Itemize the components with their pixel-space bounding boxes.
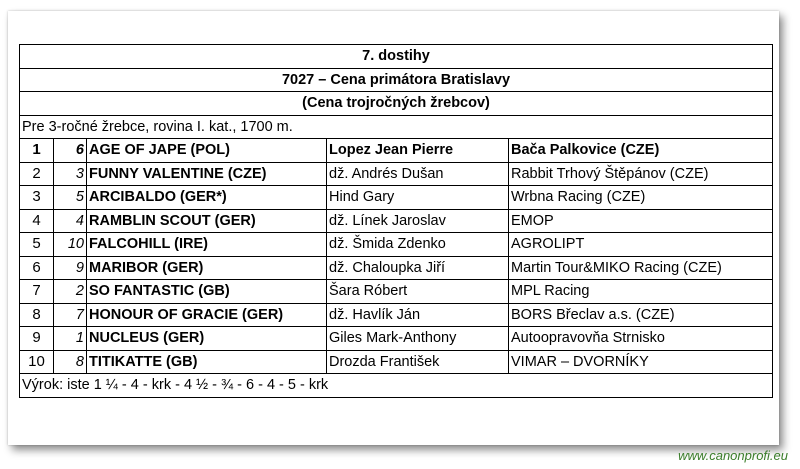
start-number: 2: [54, 280, 87, 304]
finish-position: 3: [20, 186, 54, 210]
start-number: 6: [54, 139, 87, 163]
finish-position: 4: [20, 209, 54, 233]
start-number: 7: [54, 303, 87, 327]
finish-position: 8: [20, 303, 54, 327]
jockey-name: Giles Mark-Anthony: [327, 327, 509, 351]
start-number: 3: [54, 162, 87, 186]
jockey-name: Hind Gary: [327, 186, 509, 210]
start-number: 5: [54, 186, 87, 210]
owner-name: Martin Tour&MIKO Racing (CZE): [509, 256, 773, 280]
owner-name: Bača Palkovice (CZE): [509, 139, 773, 163]
race-title-row: [20, 45, 773, 69]
race-conditions-row: [20, 115, 773, 139]
result-row: [20, 327, 773, 351]
jockey-name: dž. Andrés Dušan: [327, 162, 509, 186]
horse-name: HONOUR OF GRACIE (GER): [87, 303, 327, 327]
horse-name: NUCLEUS (GER): [87, 327, 327, 351]
result-row: [20, 280, 773, 304]
horse-name: SO FANTASTIC (GB): [87, 280, 327, 304]
owner-name: Autoopravovňa Strnisko: [509, 327, 773, 351]
owner-name: BORS Břeclav a.s. (CZE): [509, 303, 773, 327]
result-row: [20, 162, 773, 186]
owner-name: AGROLIPT: [509, 233, 773, 257]
race-results-table: [19, 44, 773, 398]
horse-name: TITIKATTE (GB): [87, 350, 327, 374]
start-number: 8: [54, 350, 87, 374]
watermark: www.canonprofi.eu: [678, 448, 788, 463]
start-number: 1: [54, 327, 87, 351]
finish-position: 1: [20, 139, 54, 163]
start-number: 4: [54, 209, 87, 233]
result-row: [20, 350, 773, 374]
horse-name: AGE OF JAPE (POL): [87, 139, 327, 163]
race-title: 7. dostihy: [20, 45, 773, 69]
race-name: 7027 – Cena primátora Bratislavy: [20, 68, 773, 92]
owner-name: VIMAR – DVORNÍKY: [509, 350, 773, 374]
race-conditions: Pre 3-ročné žrebce, rovina I. kat., 1700 m.: [20, 115, 773, 139]
result-margins-row: [20, 374, 773, 398]
jockey-name: dž. Havlík Ján: [327, 303, 509, 327]
horse-name: FUNNY VALENTINE (CZE): [87, 162, 327, 186]
jockey-name: Lopez Jean Pierre: [327, 139, 509, 163]
horse-name: MARIBOR (GER): [87, 256, 327, 280]
jockey-name: dž. Chaloupka Jiří: [327, 256, 509, 280]
finish-position: 6: [20, 256, 54, 280]
start-number: 9: [54, 256, 87, 280]
finish-position: 10: [20, 350, 54, 374]
owner-name: EMOP: [509, 209, 773, 233]
start-number: 10: [54, 233, 87, 257]
jockey-name: dž. Línek Jaroslav: [327, 209, 509, 233]
race-name-row: [20, 68, 773, 92]
horse-name: ARCIBALDO (GER*): [87, 186, 327, 210]
result-row: [20, 139, 773, 163]
race-subtitle: (Cena trojročných žrebcov): [20, 92, 773, 116]
result-row: [20, 256, 773, 280]
finish-position: 2: [20, 162, 54, 186]
jockey-name: Šara Róbert: [327, 280, 509, 304]
horse-name: RAMBLIN SCOUT (GER): [87, 209, 327, 233]
jockey-name: Drozda František: [327, 350, 509, 374]
owner-name: MPL Racing: [509, 280, 773, 304]
race-subtitle-row: [20, 92, 773, 116]
owner-name: Wrbna Racing (CZE): [509, 186, 773, 210]
owner-name: Rabbit Trhový Štěpánov (CZE): [509, 162, 773, 186]
result-row: [20, 233, 773, 257]
finish-position: 5: [20, 233, 54, 257]
horse-name: FALCOHILL (IRE): [87, 233, 327, 257]
finish-position: 7: [20, 280, 54, 304]
result-margins: Výrok: iste 1 ¼ - 4 - krk - 4 ½ - ¾ - 6 - 4 - 5 - krk: [20, 374, 773, 398]
result-row: [20, 303, 773, 327]
result-row: [20, 186, 773, 210]
jockey-name: dž. Šmida Zdenko: [327, 233, 509, 257]
finish-position: 9: [20, 327, 54, 351]
result-row: [20, 209, 773, 233]
